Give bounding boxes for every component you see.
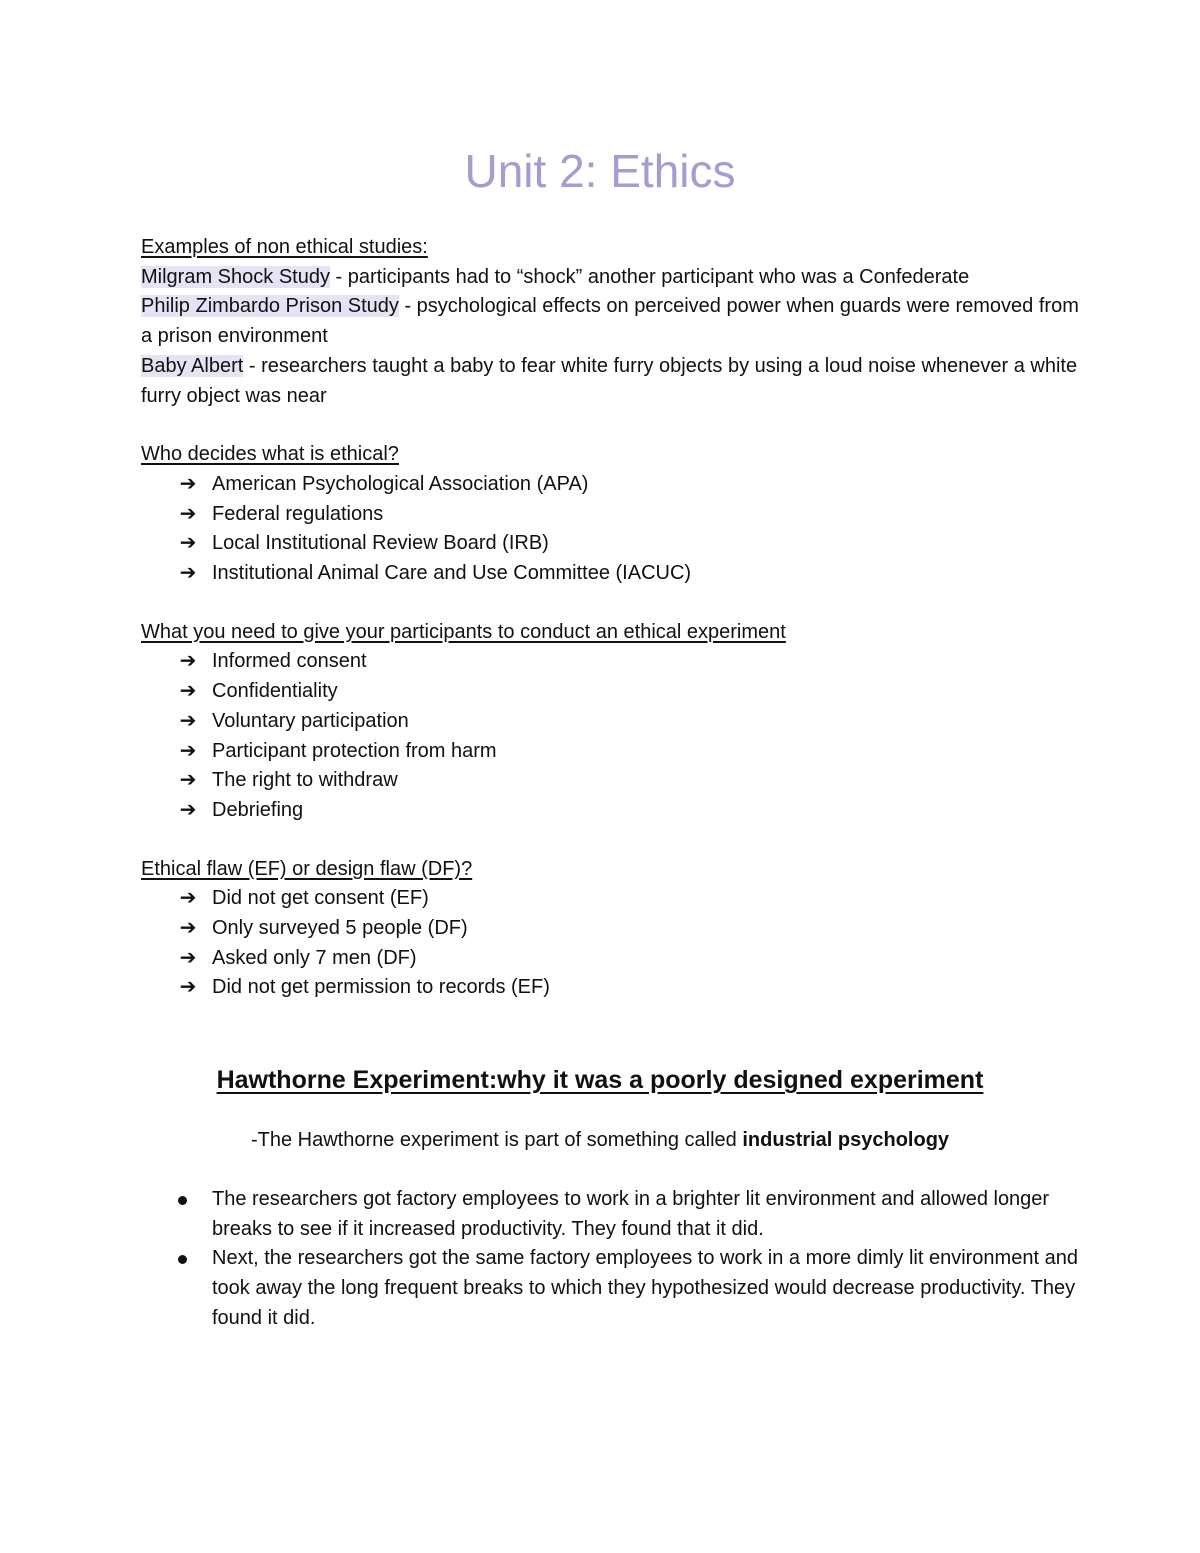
who-decides-list — [141, 470, 1081, 589]
list-item — [212, 1185, 1081, 1244]
list-item-text: Local Institutional Review Board (IRB) — [212, 532, 549, 555]
arrow-icon: ➔ — [179, 709, 197, 732]
list-item-text: Confidentiality — [212, 680, 338, 703]
list-item-text: Next, the researchers got the same factory employees to work in a more dimly lit environment and took away the long frequent breaks to which they hypothesized would decrease productivity. They found it did. — [212, 1247, 1078, 1329]
list-item-text: The researchers got factory employees to work in a brighter lit environment and allowed longer breaks to see if it increased productivity. They found that it did. — [212, 1187, 1050, 1240]
study-description: - participants had to “shock” another participant who was a Confederate — [329, 265, 970, 288]
section-heading-who-decides: Who decides what is ethical? — [141, 443, 399, 466]
list-item — [179, 737, 1081, 767]
list-item-text: Did not get consent (EF) — [212, 887, 429, 910]
study-baby-albert — [141, 352, 1081, 411]
list-item-text: Participant protection from harm — [212, 739, 497, 762]
arrow-icon: ➔ — [179, 887, 197, 910]
list-item-text: Institutional Animal Care and Use Committee (IACUC) — [212, 562, 692, 585]
flaws-list — [141, 884, 1081, 1003]
intro-bold-term: industrial psychology — [742, 1129, 950, 1152]
list-item-text: American Psychological Association (APA) — [212, 472, 589, 495]
list-item — [179, 500, 1081, 530]
participants-list — [141, 647, 1081, 825]
list-item-text: Informed consent — [212, 650, 367, 673]
list-item — [179, 944, 1081, 974]
list-item — [179, 647, 1081, 677]
document-body — [141, 233, 1081, 1333]
arrow-icon: ➔ — [179, 798, 197, 821]
intro-text: -The Hawthorne experiment is part of something called — [250, 1129, 743, 1152]
section-heading-flaws: Ethical flaw (EF) or design flaw (DF)? — [141, 857, 473, 880]
study-name: Philip Zimbardo Prison Study — [141, 295, 399, 318]
arrow-icon: ➔ — [179, 562, 197, 585]
arrow-icon: ➔ — [179, 532, 197, 555]
list-item-text: Debriefing — [212, 798, 304, 821]
study-description: - researchers taught a baby to fear white furry objects by using a loud noise whenever a white furry object was near — [141, 354, 1078, 407]
arrow-icon: ➔ — [179, 976, 197, 999]
hawthorne-heading: Hawthorne Experiment:why it was a poorly designed experiment — [216, 1066, 984, 1095]
study-name: Milgram Shock Study — [141, 265, 330, 288]
list-item — [179, 677, 1081, 707]
list-item-text: Federal regulations — [212, 502, 384, 525]
study-milgram — [141, 263, 1081, 293]
list-item — [212, 1244, 1081, 1333]
list-item — [179, 914, 1081, 944]
list-item-text: Only surveyed 5 people (DF) — [212, 917, 468, 940]
arrow-icon: ➔ — [179, 769, 197, 792]
arrow-icon: ➔ — [179, 650, 197, 673]
list-item — [179, 884, 1081, 914]
list-item — [179, 766, 1081, 796]
section-heading-participants: What you need to give your participants to conduct an ethical experiment — [141, 620, 786, 643]
list-item — [179, 470, 1081, 500]
hawthorne-intro — [0, 1126, 1200, 1156]
list-item — [179, 973, 1081, 1003]
bullet-icon — [178, 1255, 187, 1264]
list-item-text: Voluntary participation — [212, 709, 409, 732]
arrow-icon: ➔ — [179, 502, 197, 525]
list-item-text: Asked only 7 men (DF) — [212, 946, 417, 969]
arrow-icon: ➔ — [179, 472, 197, 495]
study-name: Baby Albert — [141, 354, 244, 377]
study-zimbardo — [141, 292, 1081, 351]
list-item — [179, 796, 1081, 826]
hawthorne-bullets — [141, 1185, 1081, 1334]
bullet-icon — [178, 1196, 187, 1205]
study-description: - psychological effects on perceived power when guards were removed from a prison environment — [141, 295, 1079, 348]
list-item — [179, 707, 1081, 737]
list-item-text: The right to withdraw — [212, 769, 398, 792]
page-title: Unit 2: Ethics — [464, 145, 736, 197]
arrow-icon: ➔ — [179, 680, 197, 703]
list-item-text: Did not get permission to records (EF) — [212, 976, 550, 999]
list-item — [179, 559, 1081, 589]
arrow-icon: ➔ — [179, 739, 197, 762]
section-heading-non-ethical: Examples of non ethical studies: — [141, 236, 428, 258]
list-item — [179, 529, 1081, 559]
arrow-icon: ➔ — [179, 917, 197, 940]
arrow-icon: ➔ — [179, 946, 197, 969]
